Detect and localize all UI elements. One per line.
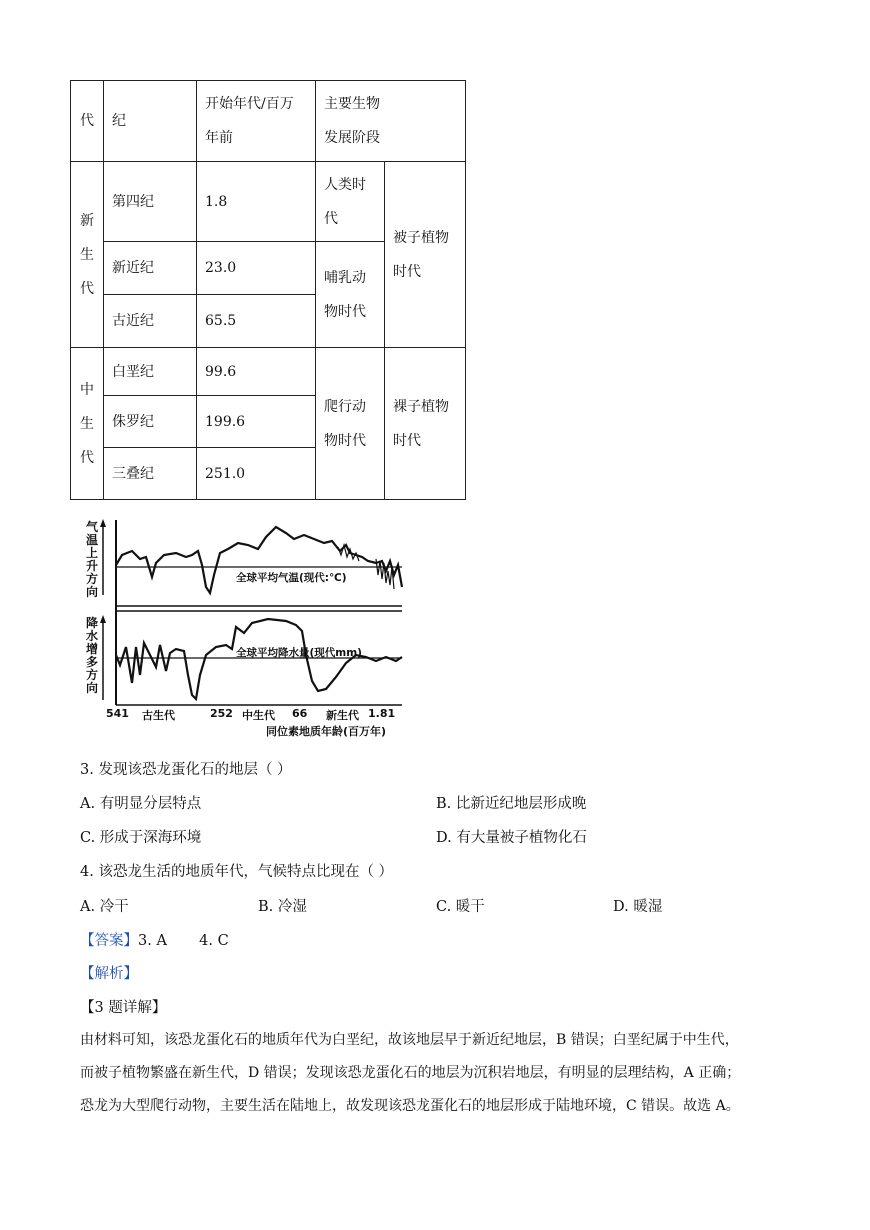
start-cell: 23.0: [197, 242, 316, 295]
x-axis-title: 同位素地质年龄(百万年): [266, 725, 387, 738]
precip-axis-label: 降 水 增 多 方 向: [85, 616, 98, 695]
header-bio: 主要生物 发展阶段: [316, 81, 466, 162]
answer-line: [80, 929, 229, 950]
option-text: C. 暖干: [436, 899, 485, 915]
x-tick-label: 新生代: [326, 709, 359, 722]
start-cell: 99.6: [197, 348, 316, 396]
period-cell: 侏罗纪: [104, 396, 197, 448]
start-cell: 65.5: [197, 295, 316, 348]
option-text: A. 冷干: [80, 899, 129, 915]
option-text: D. 暖湿: [613, 899, 663, 915]
analysis-tag: 【解析】: [80, 966, 138, 982]
option-text: B. 冷湿: [258, 899, 307, 915]
temp-curve-label: 全球平均气温(现代:℃): [236, 572, 347, 584]
option-text: B. 比新近纪地层形成晚: [436, 796, 587, 812]
x-tick-label: 66: [292, 707, 308, 720]
bio-reptile: 爬行动 物时代: [316, 348, 385, 500]
temp-axis-label: 气 温 上 升 方 向: [85, 520, 98, 599]
option-text: A. 有明显分层特点: [80, 796, 202, 812]
answer-tag: 【答案】: [80, 933, 138, 949]
start-cell: 1.8: [197, 162, 316, 242]
geologic-time-table: [70, 80, 466, 500]
period-cell: 白垩纪: [104, 348, 197, 396]
detail-tag: 【3 题详解】: [80, 1000, 167, 1016]
start-cell: 199.6: [197, 396, 316, 448]
bio-human: 人类时 代: [316, 162, 385, 242]
precip-curve-label: 全球平均降水量(现代mm): [236, 647, 362, 659]
header-period: 纪: [104, 81, 197, 162]
question-3-stem: 3. 发现该恐龙蛋化石的地层（ ）: [80, 762, 292, 778]
x-tick-label: 1.81: [368, 707, 396, 720]
period-cell: 三叠纪: [104, 448, 197, 500]
period-cell: 第四纪: [104, 162, 197, 242]
detail-line: 而被子植物繁盛在新生代，D 错误；发现该恐龙蛋化石的地层为沉积岩地层，有明显的层理结构，A 正确；: [80, 1065, 741, 1081]
option-text: D. 有大量被子植物化石: [436, 830, 587, 846]
answer-text: 3. A 4. C: [138, 933, 229, 949]
detail-line: 由材料可知，该恐龙蛋化石的地质年代为白垩纪，故该地层早于新近纪地层，B 错误；白垩纪属于中生代，: [80, 1032, 739, 1048]
start-cell: 251.0: [197, 448, 316, 500]
detail-line: 恐龙为大型爬行动物，主要生活在陆地上，故发现该恐龙蛋化石的地层形成于陆地环境，C 错误。故选 A。: [80, 1098, 740, 1114]
arrow-head-icon: [100, 615, 106, 623]
era-mesozoic: 中 生 代: [71, 348, 104, 500]
bio-gymnosperm: 裸子植物 时代: [385, 348, 466, 500]
option-text: C. 形成于深海环境: [80, 830, 202, 846]
arrow-head-icon: [100, 519, 106, 527]
bio-angiosperm: 被子植物 时代: [385, 162, 466, 348]
header-era: 代: [71, 81, 104, 162]
era-cenozoic: 新 生 代: [71, 162, 104, 348]
x-tick-label: 252: [210, 707, 233, 720]
detail-paragraph: [80, 1024, 800, 1123]
climate-figure: [80, 515, 410, 740]
question-4-stem: 4. 该恐龙生活的地质年代，气候特点比现在（ ）: [80, 864, 394, 880]
x-tick-label: 古生代: [142, 709, 175, 722]
period-cell: 古近纪: [104, 295, 197, 348]
header-start: 开始年代/百万 年前: [197, 81, 316, 162]
bio-mammal: 哺乳动 物时代: [316, 242, 385, 348]
x-tick-label: 541: [106, 707, 129, 720]
period-cell: 新近纪: [104, 242, 197, 295]
x-tick-label: 中生代: [242, 709, 275, 722]
